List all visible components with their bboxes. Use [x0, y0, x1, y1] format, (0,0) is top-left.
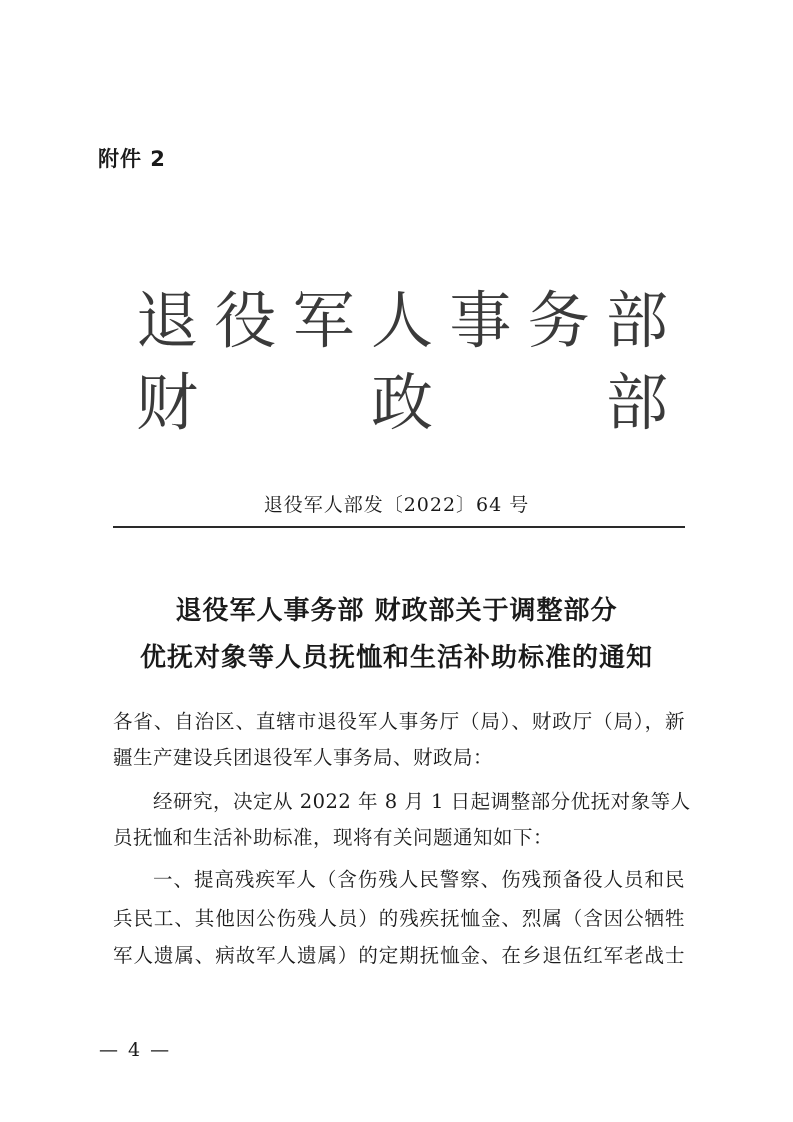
issuer-char: 部 — [606, 366, 669, 439]
issuer-char: 政 — [371, 366, 434, 439]
body-line: 员抚恤和生活补助标准，现将有关问题通知如下： — [113, 826, 554, 849]
issuer-char: 军 — [292, 284, 355, 357]
document-title-line-1: 退役军人事务部 财政部关于调整部分 — [175, 596, 618, 626]
issuer-char: 部 — [605, 284, 668, 357]
attachment-label: 附件 2 — [98, 147, 166, 171]
body-line: 军人遗属、病故军人遗属）的定期抚恤金、在乡退伍红军老战士 — [113, 944, 685, 967]
document-number: 退役军人部发〔2022〕64 号 — [263, 494, 530, 516]
issuer-char: 人 — [370, 284, 433, 357]
issuer-line-1 — [136, 284, 668, 357]
issuer-line-2 — [136, 366, 669, 439]
body-line: 兵民工、其他因公伤残人员）的残疾抚恤金、烈属（含因公牺牲 — [113, 907, 685, 930]
issuer-char: 务 — [527, 284, 590, 357]
body-line: 一、提高残疾军人（含伤残人民警察、伤残预备役人员和民 — [153, 868, 685, 891]
issuer-char: 役 — [214, 284, 277, 357]
document-title-line-2: 优抚对象等人员抚恤和生活补助标准的通知 — [139, 643, 653, 673]
issuer-char: 财 — [136, 366, 199, 439]
body-line: 各省、自治区、直辖市退役军人事务厅（局）、财政厅（局），新 — [113, 710, 685, 733]
header-divider — [113, 526, 685, 528]
issuer-char: 退 — [136, 284, 199, 357]
body-line: 疆生产建设兵团退役军人事务局、财政局： — [113, 746, 494, 769]
body-line: 经研究，决定从 2022 年 8 月 1 日起调整部分优抚对象等人 — [153, 790, 691, 813]
issuer-char: 事 — [449, 284, 512, 357]
page-number: — 4 — — [99, 1039, 172, 1061]
